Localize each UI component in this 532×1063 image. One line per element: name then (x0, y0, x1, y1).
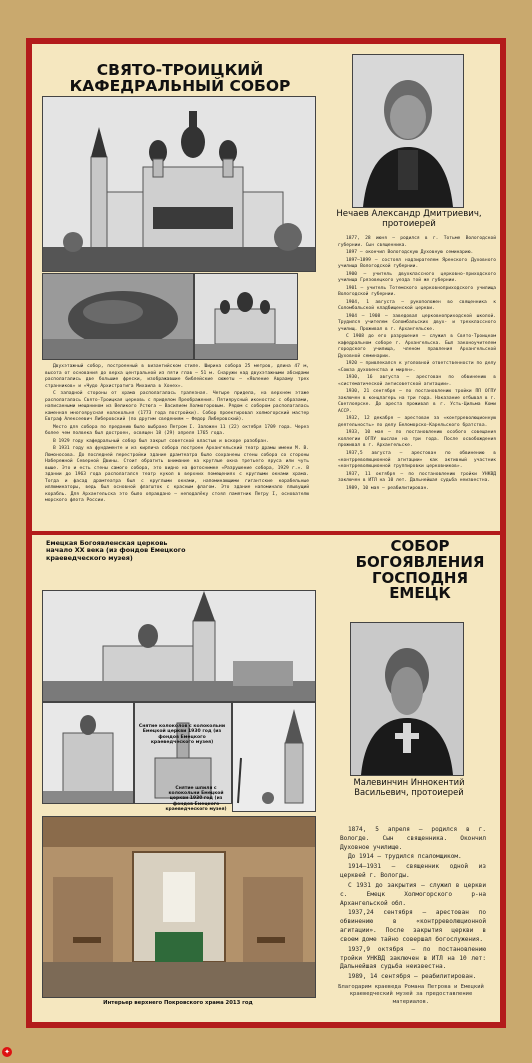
epiphany-cathedral-title: СОБОР БОГОЯВЛЕНИЯ ГОСПОДНЯ ЕМЕЦК (355, 537, 485, 603)
description-paragraph: С западной стороны от храма располагалась трапезная. Четыре придела, на верхнем этаже располагалась Свято-Троицкая церковь с приделом Преображения. Пятиярусный иконостас с образами, написанными мещанином из Великого Устюга – Василием Холмогоровым. Рядом с собором располагалась каменная многоярусная колокольня (1773 года постройки). Собор проектировал холмогорский мастер Евграф Алексеевич Либеровский (по другим сведениям – Федор Либеровский). (45, 391, 309, 423)
trinity-cathedral-photo (42, 96, 316, 272)
emetsk-church-caption: Емецкая Богоявленская церковь начало XX века (из фондов Емецкого краеведческого музея) (46, 539, 186, 562)
cathedral-small-photo (194, 273, 298, 360)
bio-entry: 1932, 12 декабря – арестован за «контрреволюционную деятельность» по делу Беломорско-Карельского братства. (338, 416, 496, 428)
demolition-photo (42, 273, 194, 360)
interior-photo (42, 816, 316, 998)
bio-entry: 1901 – учитель Тотемского церковноприходского училища Вологодской губернии. (338, 285, 496, 298)
bell-removal-caption: Снятие колоколов с колокольни Емецкой церкви 1930 год (из фондов Емецкого краеведческого музея) (138, 724, 226, 745)
bio-entry: 1937,9 октября – по постановлению тройки УНКВД заключен в ИТЛ на 10 лет: Дальнейшая судьба неизвестна. (340, 945, 486, 971)
bio-entry: С 1908 до его разрушения – служил в Свято-Троицком кафедральном соборе г. Архангельска. Был законоучителем городского училища, членом правления Архангельской Духовной семинарии. (338, 334, 496, 359)
priest-malevinchin-biography (340, 826, 486, 983)
bio-entry: 1904, 1 августа – рукоположен во священника к Соломбальской кладбищенской церкви. (338, 299, 496, 312)
bio-entry: 1920 – привлекался к уголовной ответственности по делу «Союза духовенства и мирян». (338, 361, 496, 373)
acknowledgement-text: Благодарим краеведа Романа Петрова и Емецкий краеведческий музей за предоставление материалов. (338, 984, 484, 1005)
description-paragraph: Двухэтажный собор, построенный в византийском стиле. Ширина собора 25 метров, длина 47 м, высота от основания до верха центральной из пяти глав – 51 м. Снаружи над двухэтажными абсидами располагались две большие фрески, изображавшие библейские сюжеты – «Явление Аврааму трех странников» и «Чудо Архистратига Михаила в Хонех». (45, 364, 309, 389)
bio-entry: 1937,24 сентября – арестован по обвинению в «контрреволюционной агитации». После закрытия церкви в своем доме тайно совершал богослужения. (340, 909, 486, 943)
bio-entry: 1914–1931 – священник одной из церквей г. Вологды. (340, 863, 486, 880)
bio-entry: 1933, 10 мая – по постановлению особого совещания коллегии ОГПУ выслан на три года. После освобождения проживал в г. Архангельске. (338, 430, 496, 449)
trinity-cathedral-description (45, 364, 309, 506)
bio-entry: 1930, 21 сентября – по постановлению тройки ПП ОГПУ заключен в концлагерь на три года. Наказание отбывал в г. Светлоярске. До ареста проживал в г. Усть-Цильма Коми АССР. (338, 389, 496, 414)
trinity-cathedral-title: СВЯТО-ТРОИЦКИЙ КАФЕДРАЛЬНЫЙ СОБОР (69, 61, 291, 96)
description-paragraph: В 1929 году кафедральный собор был закрыт советской властью и вскоре разобран. (53, 438, 269, 444)
priest-nechaev-photo (352, 54, 464, 208)
priest-malevinchin-photo (350, 622, 464, 776)
church-columns-photo (42, 702, 134, 804)
bio-entry: 1989, 14 сентября – реабилитирован. (348, 973, 477, 981)
description-paragraph: В 1931 году на фундаменте и из кирпича собора построен Архангельский театр драмы имени М. В. Ломоносова. До последней перестройки здание драмтеатра было сохранены стены собора со стороны Набережной Северной Двины. Стоит обратить внимание на круглые окна третьего яруса или чуть выше. Это и есть стены самого собора, это видно на фотоснимке «Разрушение собора, 1929 г.». В здании до 1963 года располагался театр кукол в верхних помещениях с круглыми окнами храма. Тогда и фасад драмтеатра был с круглыми окнами, напоминающими гигантские корабельные иллюминаторы, ведь был основной флагшток с красным флагом. Это здание напоминало плывущий корабль. Для Архангельска это было оправдано – неподалёку стоял памятник Петру I, основателю морского флота России. (45, 446, 309, 504)
priest-nechaev-caption: Нечаев Александр Дмитриевич, протоиерей (336, 209, 482, 229)
bio-entry: 1930, 16 августа – арестован по обвинению в «систематической антисоветской агитации». (338, 375, 496, 387)
bio-entry: До 1914 – трудился псаломщиком. (348, 853, 462, 861)
bio-entry: 1877, 28 июня – родился в г. Тотьме Вологодской губернии. Сын священника. (338, 236, 496, 248)
bio-entry: 1897–1899 – состоял надзирателем Яренского Духовного училища Вологодской губернии. (338, 257, 496, 270)
bio-entry: 1874, 5 апреля – родился в г. Вологде. Сын священника. Окончил Духовное училище. (340, 826, 486, 851)
emetsk-church-photo (42, 590, 316, 702)
bio-entry: С 1931 до закрытия – служил в церкви с. Емецк Холмогорского р-на Архангельской обл. (340, 881, 486, 907)
priest-nechaev-biography (338, 236, 496, 493)
bio-entry: 1937,5 августа – арестован по обвинению в «контрреволюционной агитации» как активный участник «контрреволюционной группировки церковников». (338, 450, 496, 470)
bio-entry: 1937, 11 октября – по постановлению тройки УНКВД заключен в ИТЛ на 10 лет. Дальнейшая судьба неизвестна. (338, 471, 496, 484)
bio-entry: 1897 – окончил Вологодскую Духовную семинарию. (346, 250, 474, 256)
logo-mark-icon: ✦ (2, 1047, 12, 1057)
priest-malevinchin-caption: Малевинчин Иннокентий Васильевич, протоиерей (353, 777, 465, 797)
bio-entry: 1900 – учитель двухклассного церковно-приходского училища Грязовецкого уезда той же губернии. (338, 271, 496, 284)
bio-entry: 1989, 10 мая – реабилитирован. (346, 485, 429, 491)
description-paragraph: Место для собора по преданию было выбрано Петром I. Заложен 11 (22) октября 1709 года. Через более чем полвека был достроен, освящен 18 (29) апреля 1765 года. (45, 424, 309, 437)
spire-removal-caption: Снятие шпиля с колокольни Емецкой церкви 1930 год (из фондов Емецкого краеведческого музея) (165, 786, 227, 812)
bio-entry: 1904 – 1908 – заведовал церковноприходской школой. Трудился учителем Соломбальских двух- и трехклассного училищ. Проживал в г. Архангельске. (338, 313, 496, 332)
spire-removal-photo (232, 702, 316, 812)
interior-caption: Интерьер верхнего Покровского храма 2013 год (103, 1000, 253, 1006)
